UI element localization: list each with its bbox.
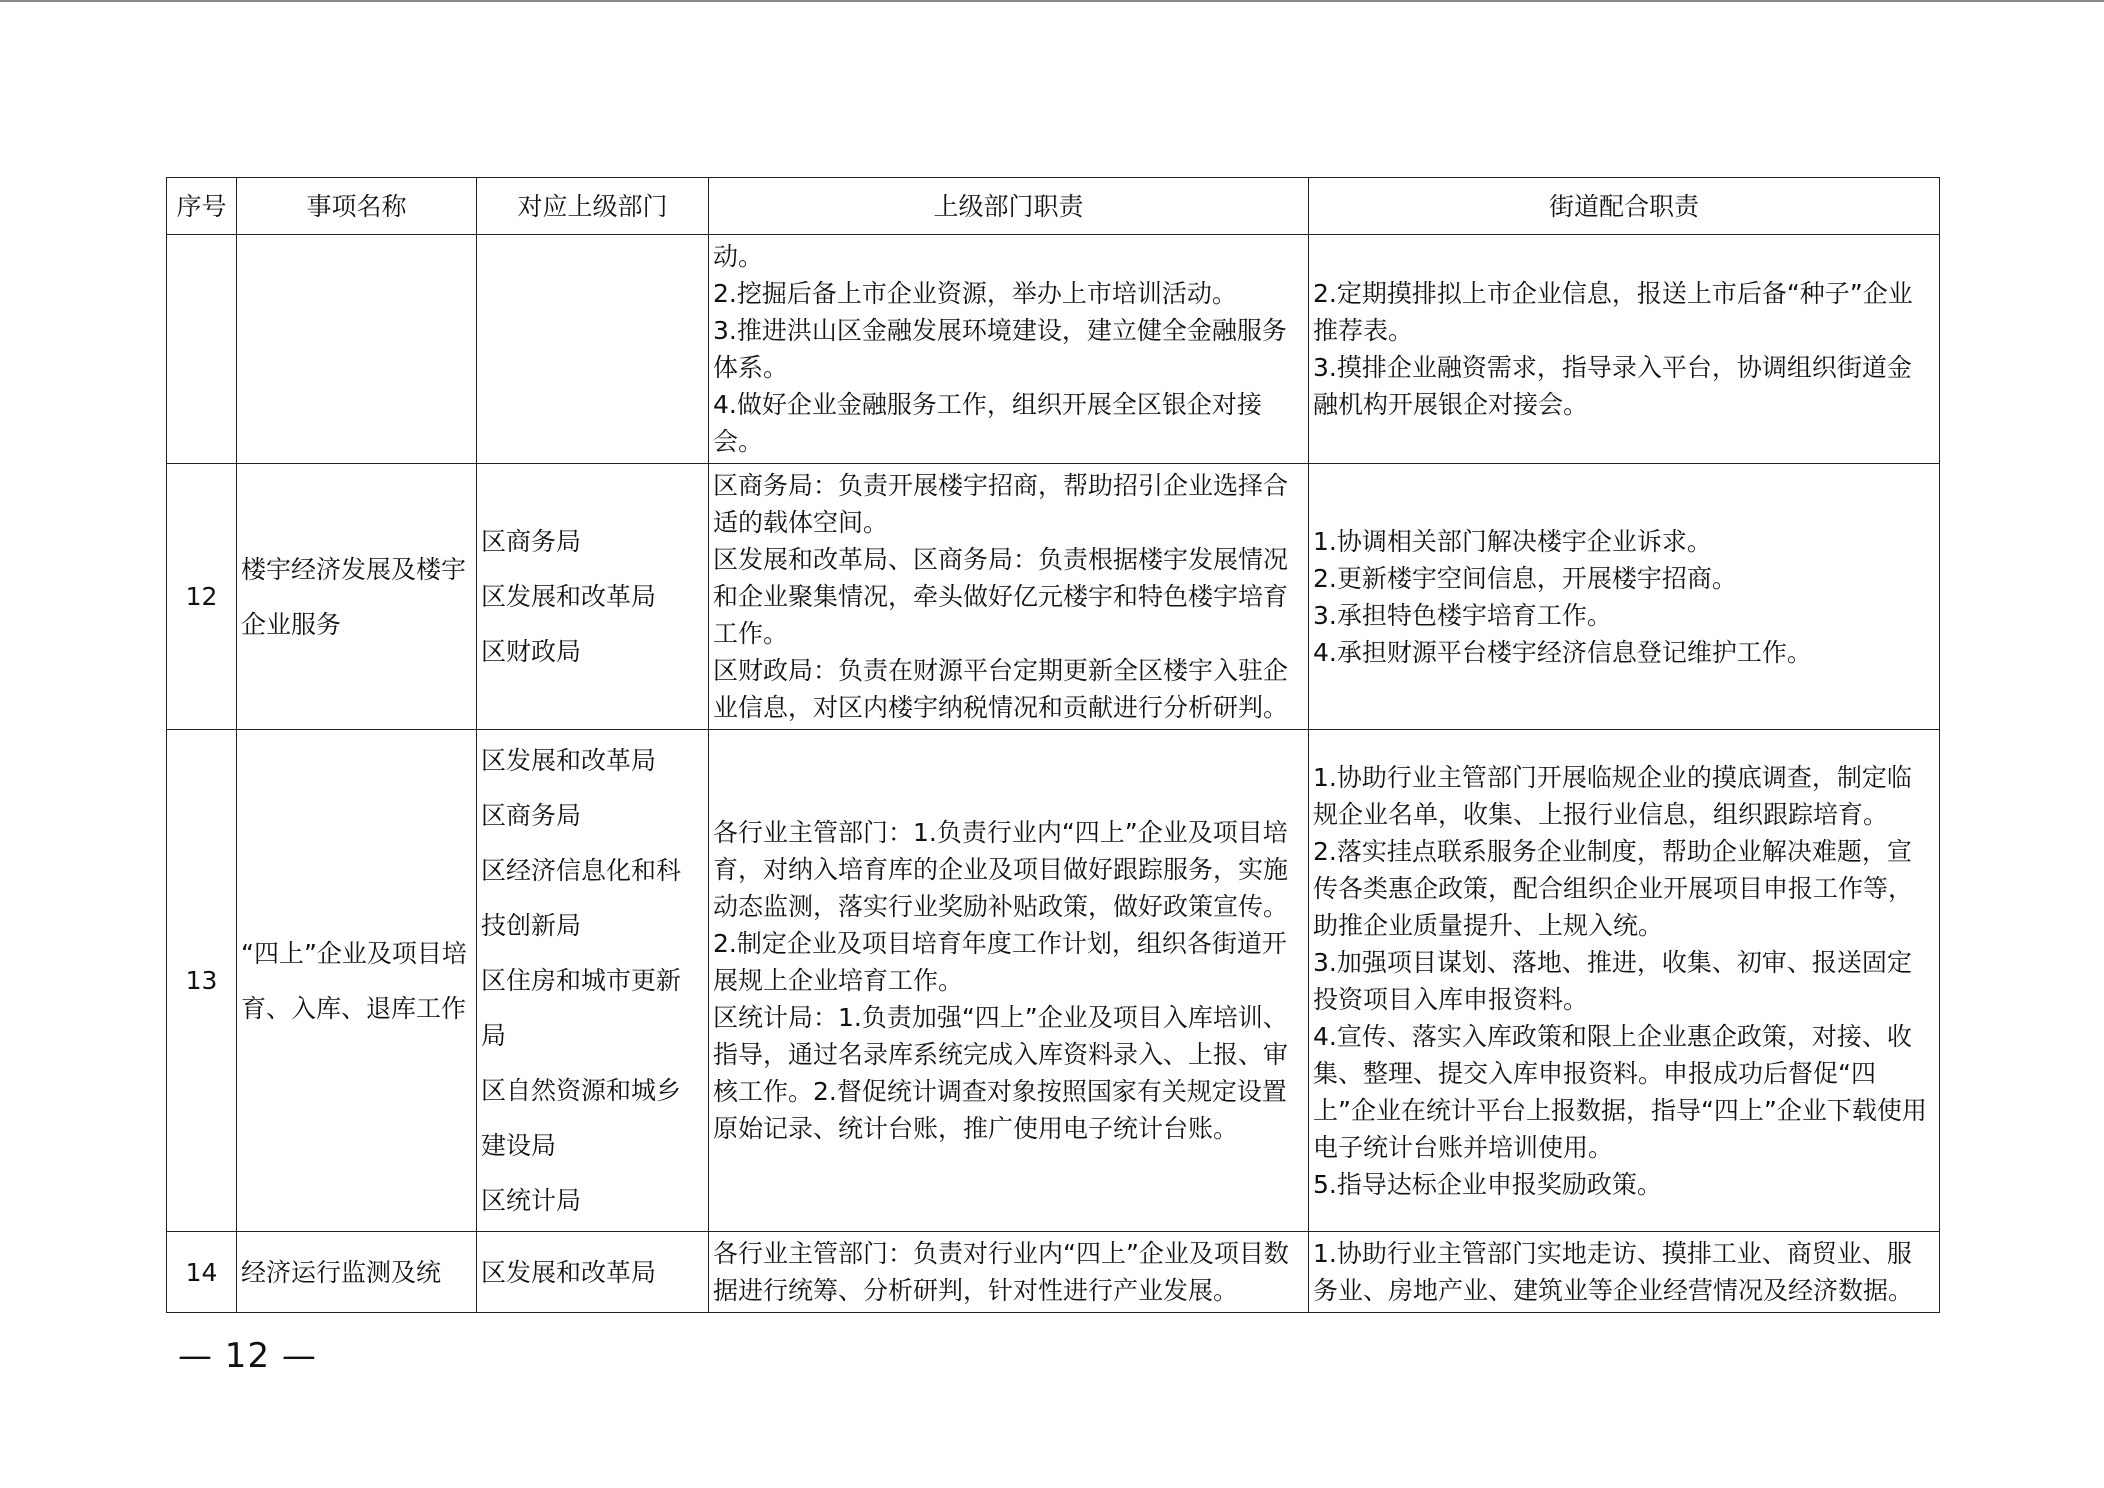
row-depts xyxy=(477,1232,709,1313)
street-duty-paragraph: 1.协助行业主管部门实地走访、摸排工业、商贸业、服务业、房地产业、建筑业等企业经营情况及经济数据。 xyxy=(1313,1239,1914,1305)
duty-paragraph: 各行业主管部门：1.负责行业内“四上”企业及项目培育，对纳入培育库的企业及项目做好跟踪服务，实施动态监测，落实行业奖励补贴政策，做好政策宣传。 xyxy=(713,818,1289,921)
street-duty-paragraph: 3.加强项目谋划、落地、推进，收集、初审、报送固定投资项目入库申报资料。 xyxy=(1313,947,1912,1014)
table-row xyxy=(167,1232,1940,1313)
row-street-duties xyxy=(1309,464,1940,730)
row-depts xyxy=(477,730,709,1232)
dept-name: 区统计局 xyxy=(481,1186,582,1215)
street-duty-paragraph: 1.协助行业主管部门开展临规企业的摸底调查，制定临规企业名单，收集、上报行业信息，组织跟踪培育。 xyxy=(1313,762,1912,829)
table-row xyxy=(167,730,1940,1232)
street-duty-paragraph: 5.指导达标企业申报奖励政策。 xyxy=(1313,1169,1662,1199)
dept-name: 区自然资源和城乡建设局 xyxy=(481,1076,682,1160)
responsibility-table xyxy=(166,177,1940,1313)
duty-paragraph: 各行业主管部门：负责对行业内“四上”企业及项目数据进行统筹、分析研判，针对性进行产业发展。 xyxy=(713,1239,1289,1305)
dept-name: 区住房和城市更新局 xyxy=(481,966,682,1050)
dept-name: 区商务局 xyxy=(481,801,582,830)
header-no: 序号 xyxy=(167,178,237,235)
duty-paragraph: 区商务局：负责开展楼宇招商，帮助招引企业选择合适的载体空间。 xyxy=(713,471,1289,537)
row-no xyxy=(167,235,237,464)
header-item-name: 事项名称 xyxy=(237,178,477,235)
duty-paragraph: 3.推进洪山区金融发展环境建设，建立健全金融服务体系。 xyxy=(713,316,1287,382)
street-duty-paragraph: 2.更新楼宇空间信息，开展楼宇招商。 xyxy=(1313,563,1737,593)
row-item-name xyxy=(237,235,477,464)
dept-name: 区财政局 xyxy=(481,637,582,666)
dept-name: 区经济信息化和科技创新局 xyxy=(481,856,682,940)
row-upper-duties xyxy=(709,235,1309,464)
page-top-border xyxy=(0,0,2104,2)
duty-paragraph: 区财政局：负责在财源平台定期更新全区楼宇入驻企业信息，对区内楼宇纳税情况和贡献进行分析研判。 xyxy=(713,656,1289,722)
row-no: 12 xyxy=(167,464,237,730)
header-upper-dept: 对应上级部门 xyxy=(477,178,709,235)
street-duty-paragraph: 2.落实挂点联系服务企业制度，帮助企业解决难题，宣传各类惠企政策，配合组织企业开展项目申报工作等，助推企业质量提升、上规入统。 xyxy=(1313,836,1914,940)
header-upper-duties: 上级部门职责 xyxy=(709,178,1309,235)
dept-name: 区发展和改革局 xyxy=(481,746,657,775)
row-no: 14 xyxy=(167,1232,237,1313)
row-street-duties xyxy=(1309,1232,1940,1313)
street-duty-paragraph: 4.承担财源平台楼宇经济信息登记维护工作。 xyxy=(1313,637,1812,667)
table-row xyxy=(167,235,1940,464)
row-upper-duties xyxy=(709,1232,1309,1313)
duty-paragraph: 2.挖掘后备上市企业资源，举办上市培训活动。 xyxy=(713,279,1237,308)
row-no: 13 xyxy=(167,730,237,1232)
street-duty-paragraph: 3.摸排企业融资需求，指导录入平台，协调组织街道金融机构开展银企对接会。 xyxy=(1313,353,1912,419)
row-street-duties xyxy=(1309,730,1940,1232)
dept-name: 区发展和改革局 xyxy=(481,1257,657,1287)
row-depts xyxy=(477,464,709,730)
street-duty-paragraph: 2.定期摸排拟上市企业信息，报送上市后备“种子”企业推荐表。 xyxy=(1313,279,1913,345)
row-upper-duties xyxy=(709,730,1309,1232)
row-item-name: 经济运行监测及统 xyxy=(237,1232,477,1313)
row-depts xyxy=(477,235,709,464)
row-upper-duties xyxy=(709,464,1309,730)
duty-paragraph: 动。 xyxy=(713,242,764,271)
table-header-row xyxy=(167,178,1940,235)
duty-paragraph: 2.制定企业及项目培育年度工作计划，组织各街道开展规上企业培育工作。 xyxy=(713,929,1287,995)
street-duty-paragraph: 1.协调相关部门解决楼宇企业诉求。 xyxy=(1313,526,1712,556)
row-item-name: 楼宇经济发展及楼宇企业服务 xyxy=(237,464,477,730)
row-item-name: “四上”企业及项目培育、入库、退库工作 xyxy=(237,730,477,1232)
page-number: — 12 — xyxy=(178,1336,317,1376)
row-street-duties xyxy=(1309,235,1940,464)
duty-paragraph: 区发展和改革局、区商务局：负责根据楼宇发展情况和企业聚集情况，牵头做好亿元楼宇和特色楼宇培育工作。 xyxy=(713,545,1289,648)
street-duty-paragraph: 4.宣传、落实入库政策和限上企业惠企政策，对接、收集、整理、提交入库申报资料。申报成功后督促“四上”企业在统计平台上报数据，指导“四上”企业下载使用电子统计台账并培训使用。 xyxy=(1313,1021,1927,1162)
dept-name: 区商务局 xyxy=(481,527,582,556)
duty-paragraph: 区统计局：1.负责加强“四上”企业及项目入库培训、指导，通过名录库系统完成入库资料录入、上报、审核工作。2.督促统计调查对象按照国家有关规定设置原始记录、统计台账，推广使用电子统计台账。 xyxy=(713,1003,1289,1143)
table-row xyxy=(167,464,1940,730)
header-street-duties: 街道配合职责 xyxy=(1309,178,1940,235)
street-duty-paragraph: 3.承担特色楼宇培育工作。 xyxy=(1313,600,1612,630)
duty-paragraph: 4.做好企业金融服务工作，组织开展全区银企对接会。 xyxy=(713,390,1262,456)
dept-name: 区发展和改革局 xyxy=(481,582,657,611)
